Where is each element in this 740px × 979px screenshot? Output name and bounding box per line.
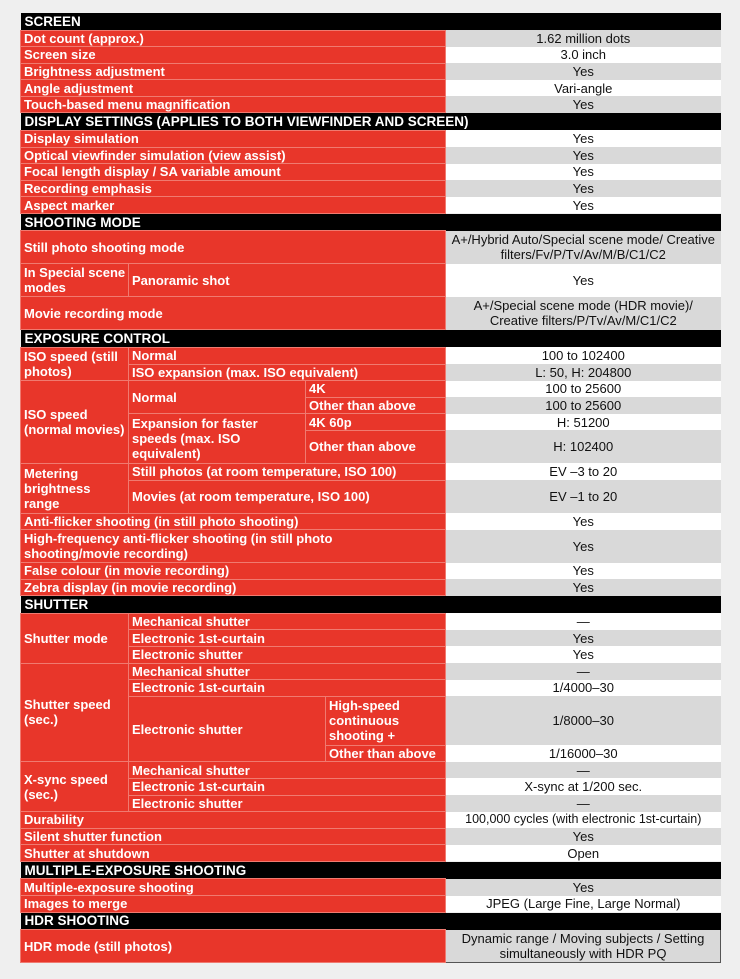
row-label: Electronic shutter [129, 646, 446, 663]
row-label: Movie recording mode [21, 297, 446, 330]
table-row [21, 812, 721, 829]
row-label: Aspect marker [21, 197, 446, 214]
row-label: High-speed continuous shooting + [326, 696, 446, 745]
group-label: X-sync speed (sec.) [21, 762, 129, 812]
table-row [21, 231, 721, 264]
row-label: Panoramic shot [129, 264, 446, 297]
row-value: 1/4000–30 [446, 680, 721, 697]
row-label: 4K [306, 381, 446, 398]
row-value: X-sync at 1/200 sec. [446, 778, 721, 795]
table-row [21, 762, 721, 779]
row-label: Brightness adjustment [21, 63, 446, 80]
row-value: 1/8000–30 [446, 696, 721, 745]
row-label: Mechanical shutter [129, 613, 446, 630]
table-row [21, 30, 721, 47]
section-header: SHUTTER [21, 596, 721, 613]
row-value: JPEG (Large Fine, Large Normal) [446, 896, 721, 913]
row-value: A+/Hybrid Auto/Special scene mode/ Creative filters/Fv/P/Tv/Av/M/B/C1/C2 [446, 231, 721, 264]
subgroup-label: Electronic shutter [129, 696, 326, 762]
row-label: Multiple-exposure shooting [21, 879, 446, 896]
row-value: 1/16000–30 [446, 745, 721, 762]
row-label: Zebra display (in movie recording) [21, 579, 446, 596]
row-label: 4K 60p [306, 414, 446, 431]
row-value: Dynamic range / Moving subjects / Setting simultaneously with HDR PQ [446, 930, 721, 963]
spec-table [20, 13, 720, 963]
row-value: L: 50, H: 204800 [446, 364, 721, 381]
table-row [21, 63, 721, 80]
section-screen [20, 13, 721, 113]
row-value: 100,000 cycles (with electronic 1st-curtain) [446, 812, 721, 829]
table-row [21, 47, 721, 64]
row-label: False colour (in movie recording) [21, 563, 446, 580]
row-label: Touch-based menu magnification [21, 96, 446, 113]
row-value: Yes [446, 879, 721, 896]
section-shooting-mode [20, 214, 721, 331]
row-value: Yes [446, 264, 721, 297]
row-label: Durability [21, 812, 446, 829]
row-value: — [446, 663, 721, 680]
row-value: 100 to 25600 [446, 381, 721, 398]
section-header: MULTIPLE-EXPOSURE SHOOTING [21, 862, 721, 879]
section-header: DISPLAY SETTINGS (APPLIES TO BOTH VIEWFINDER AND SCREEN) [21, 113, 721, 130]
section-exposure-control [20, 330, 721, 596]
subgroup-label: Expansion for faster speeds (max. ISO equivalent) [129, 414, 306, 464]
row-label: Mechanical shutter [129, 663, 446, 680]
row-label: ISO expansion (max. ISO equivalent) [129, 364, 446, 381]
row-label: Still photos (at room temperature, ISO 100) [129, 463, 446, 480]
row-value: 100 to 102400 [446, 347, 721, 364]
row-value: 1.62 million dots [446, 30, 721, 47]
row-label: Focal length display / SA variable amount [21, 164, 446, 181]
group-label: In Special scene modes [21, 264, 129, 297]
section-multiple-exposure [20, 862, 721, 913]
row-label: Screen size [21, 47, 446, 64]
row-value: Yes [446, 147, 721, 164]
table-row [21, 530, 721, 563]
row-label: Other than above [306, 430, 446, 463]
row-value: Open [446, 845, 721, 862]
row-value: Yes [446, 96, 721, 113]
section-header: EXPOSURE CONTROL [21, 330, 721, 347]
row-label: Electronic 1st-curtain [129, 630, 446, 647]
row-value: Yes [446, 180, 721, 197]
table-row [21, 130, 721, 147]
row-value: Yes [446, 579, 721, 596]
row-label: Shutter at shutdown [21, 845, 446, 862]
row-value: — [446, 795, 721, 812]
row-label: Optical viewfinder simulation (view assist) [21, 147, 446, 164]
row-label: Angle adjustment [21, 80, 446, 97]
row-label: Electronic shutter [129, 795, 446, 812]
row-value: 3.0 inch [446, 47, 721, 64]
row-value: EV –3 to 20 [446, 463, 721, 480]
table-row [21, 347, 721, 364]
row-value: Yes [446, 130, 721, 147]
row-label: Display simulation [21, 130, 446, 147]
table-row [21, 828, 721, 845]
table-row [21, 463, 721, 480]
group-label: Shutter speed (sec.) [21, 663, 129, 762]
section-hdr [20, 913, 721, 964]
row-label: High-frequency anti-flicker shooting (in still photo shooting/movie recording) [21, 530, 446, 563]
table-row [21, 297, 721, 330]
table-row [21, 613, 721, 630]
table-row [21, 563, 721, 580]
row-value: — [446, 762, 721, 779]
group-label: Metering brightness range [21, 463, 129, 513]
row-value: Yes [446, 164, 721, 181]
table-row [21, 513, 721, 530]
row-value: H: 51200 [446, 414, 721, 431]
row-label: Normal [129, 347, 446, 364]
row-label: Electronic 1st-curtain [129, 680, 446, 697]
row-value: Yes [446, 197, 721, 214]
table-row [21, 879, 721, 896]
row-value: Yes [446, 646, 721, 663]
subgroup-label: Normal [129, 381, 306, 414]
row-value: Yes [446, 828, 721, 845]
table-row [21, 164, 721, 181]
row-label: Movies (at room temperature, ISO 100) [129, 480, 446, 513]
row-value: Yes [446, 630, 721, 647]
table-row [21, 180, 721, 197]
row-label: Recording emphasis [21, 180, 446, 197]
row-label: Mechanical shutter [129, 762, 446, 779]
table-row [21, 96, 721, 113]
section-header: HDR SHOOTING [21, 913, 721, 930]
row-label: Anti-flicker shooting (in still photo shooting) [21, 513, 446, 530]
row-label: Other than above [326, 745, 446, 762]
section-header: SCREEN [21, 13, 721, 30]
table-row [21, 80, 721, 97]
table-row [21, 579, 721, 596]
row-label: Still photo shooting mode [21, 231, 446, 264]
table-row [21, 663, 721, 680]
row-value: — [446, 613, 721, 630]
table-row [21, 930, 721, 963]
table-row [21, 264, 721, 297]
row-value: Vari-angle [446, 80, 721, 97]
row-label: Other than above [306, 397, 446, 414]
row-label: HDR mode (still photos) [21, 930, 446, 963]
section-header: SHOOTING MODE [21, 214, 721, 231]
group-label: ISO speed (still photos) [21, 347, 129, 380]
section-shutter [20, 596, 721, 862]
row-value: 100 to 25600 [446, 397, 721, 414]
table-row [21, 896, 721, 913]
section-display [20, 113, 721, 213]
row-value: A+/Special scene mode (HDR movie)/ Creative filters/P/Tv/Av/M/C1/C2 [446, 297, 721, 330]
table-row [21, 197, 721, 214]
row-value: Yes [446, 530, 721, 563]
row-label: Electronic 1st-curtain [129, 778, 446, 795]
row-value: Yes [446, 63, 721, 80]
table-row [21, 381, 721, 398]
row-value: Yes [446, 513, 721, 530]
row-label: Silent shutter function [21, 828, 446, 845]
table-row [21, 845, 721, 862]
row-label: Images to merge [21, 896, 446, 913]
row-value: H: 102400 [446, 430, 721, 463]
row-label: Dot count (approx.) [21, 30, 446, 47]
row-value: Yes [446, 563, 721, 580]
row-value: EV –1 to 20 [446, 480, 721, 513]
group-label: ISO speed (normal movies) [21, 381, 129, 464]
group-label: Shutter mode [21, 613, 129, 663]
table-row [21, 147, 721, 164]
